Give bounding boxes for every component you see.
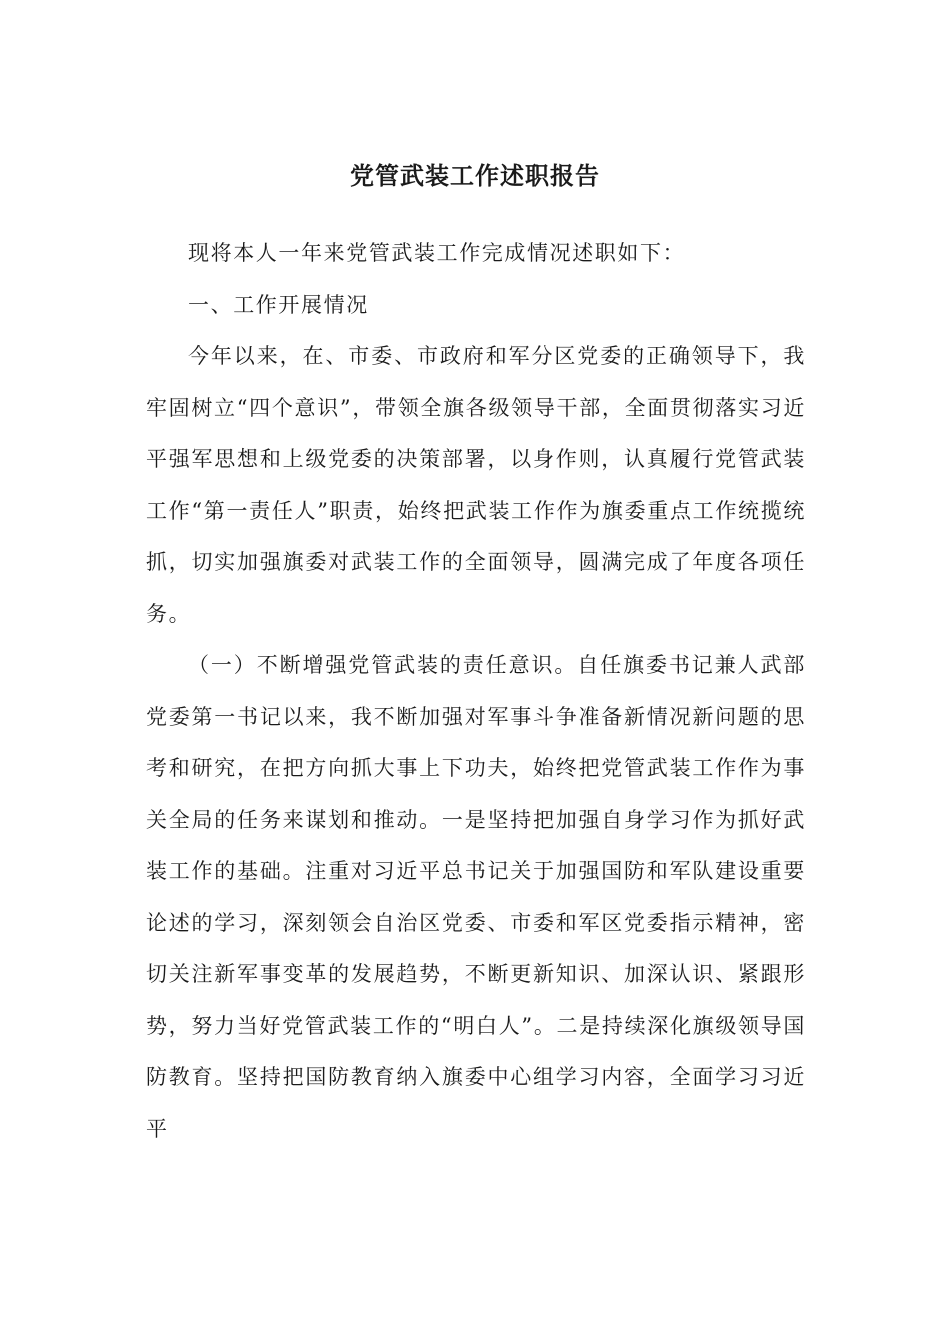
document-title: 党管武装工作述职报告 <box>350 161 600 190</box>
body-paragraph: （一）不断增强党管武装的责任意识。自任旗委书记兼人武部党委第一书记以来，我不断加强对军事斗争准备新情况新问题的思考和研究，在把方向抓大事上下功夫，始终把党管武装工作作为事关全局的任务来谋划和推动。一是坚持把加强自身学习作为抓好武装工作的基础。注重对习近平总书记关于加强国防和军队建设重要论述的学习，深刻领会自治区党委、市委和军区党委指示精神，密切关注新军事变革的发展趋势，不断更新知识、加深认识、紧跟形势，努力当好党管武装工作的“明白人”。二是持续深化旗级领导国防教育。坚持把国防教育纳入旗委中心组学习内容，全面学习习近平 <box>146 653 806 1141</box>
document-body <box>146 228 806 1155</box>
section-heading: 一、工作开展情况 <box>188 292 369 317</box>
body-paragraph: 今年以来，在、市委、市政府和军分区党委的正确领导下，我牢固树立“四个意识”，带领全旗各级领导干部，全面贯彻落实习近平强军思想和上级党委的决策部署，以身作则，认真履行党管武装工作“第一责任人”职责，始终把武装工作作为旗委重点工作统揽统抓，切实加强旗委对武装工作的全面领导，圆满完成了年度各项任务。 <box>146 344 806 626</box>
intro-paragraph: 现将本人一年来党管武装工作完成情况述职如下： <box>188 241 686 265</box>
